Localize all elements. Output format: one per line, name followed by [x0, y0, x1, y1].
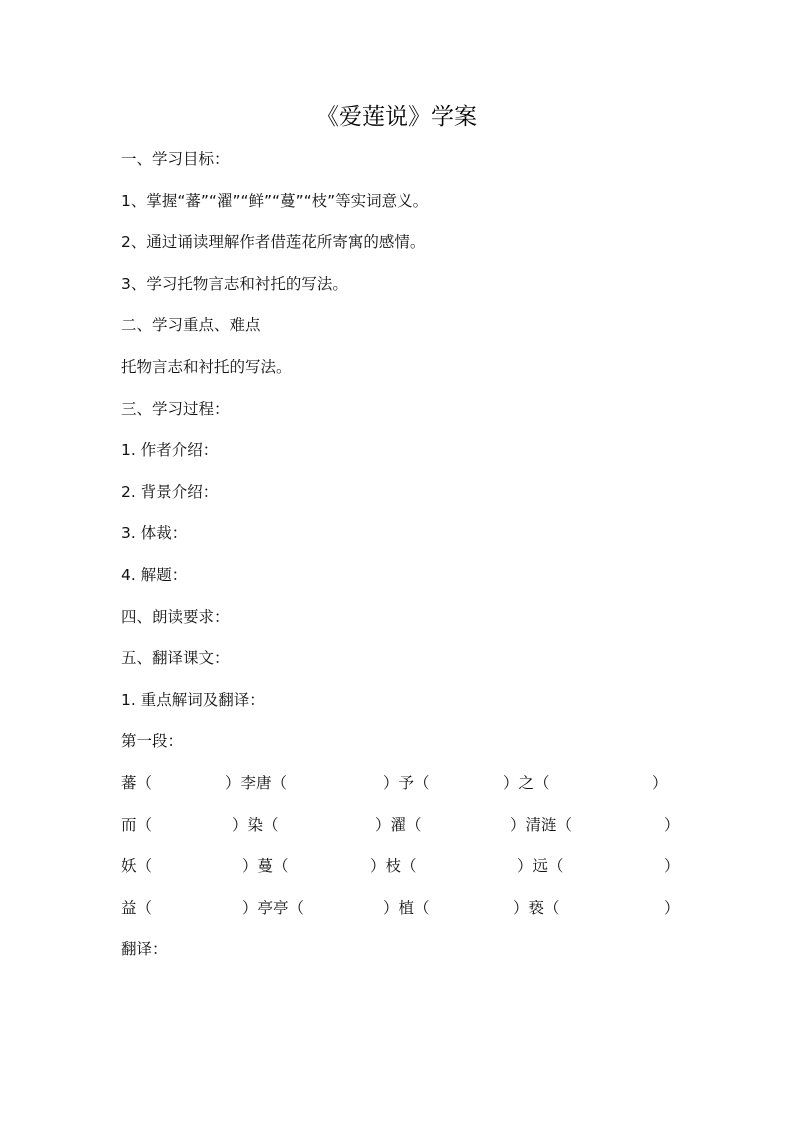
- vocab-cell: 而（: [121, 816, 153, 834]
- process-item-genre: 3. 体裁：: [121, 524, 188, 542]
- vocab-cell: ）濯（: [375, 816, 422, 834]
- vocab-cell: 益（: [121, 899, 153, 917]
- vocab-cell: ）亭亭（: [242, 899, 305, 917]
- paragraph-label: 第一段：: [121, 732, 184, 750]
- key-points-text: 托物言志和衬托的写法。: [121, 358, 292, 376]
- vocab-cell: ）蔓（: [242, 857, 289, 875]
- vocab-cell: ）: [664, 899, 680, 917]
- vocab-cell: 蕃（: [121, 774, 153, 792]
- section-heading-key-points: 二、学习重点、难点: [121, 316, 261, 334]
- process-item-title-explanation: 4. 解题：: [121, 566, 188, 584]
- vocab-cell: ）枝（: [370, 857, 417, 875]
- document-title: 《爱莲说》学案: [316, 104, 477, 130]
- vocab-cell: ）植（: [383, 899, 430, 917]
- goal-item-3: 3、学习托物言志和衬托的写法。: [121, 275, 348, 293]
- translation-label: 翻译：: [121, 940, 168, 958]
- section-heading-process: 三、学习过程：: [121, 400, 230, 418]
- section-heading-translate: 五、翻译课文：: [121, 649, 230, 667]
- vocab-cell: ）李唐（: [225, 774, 288, 792]
- vocab-cell: ）远（: [517, 857, 564, 875]
- process-item-background: 2. 背景介绍：: [121, 483, 219, 501]
- vocab-heading: 1. 重点解词及翻译：: [121, 691, 265, 709]
- vocab-cell: ）之（: [503, 774, 550, 792]
- section-heading-reading: 四、朗读要求：: [121, 608, 230, 626]
- vocab-cell: ）: [664, 816, 680, 834]
- vocab-cell: ）亵（: [513, 899, 560, 917]
- vocab-cell: ）: [652, 774, 668, 792]
- goal-item-1: 1、掌握“蕃”“濯”“鲜”“蔓”“枝”等实词意义。: [121, 192, 429, 210]
- goal-item-2: 2、通过诵读理解作者借莲花所寄寓的感情。: [121, 233, 426, 251]
- vocab-cell: ）予（: [383, 774, 430, 792]
- vocab-cell: ）染（: [232, 816, 279, 834]
- vocab-cell: 妖（: [121, 857, 153, 875]
- vocab-cell: ）: [664, 857, 680, 875]
- section-heading-goals: 一、学习目标：: [121, 150, 230, 168]
- vocab-cell: ）清涟（: [510, 816, 573, 834]
- process-item-author: 1. 作者介绍：: [121, 441, 219, 459]
